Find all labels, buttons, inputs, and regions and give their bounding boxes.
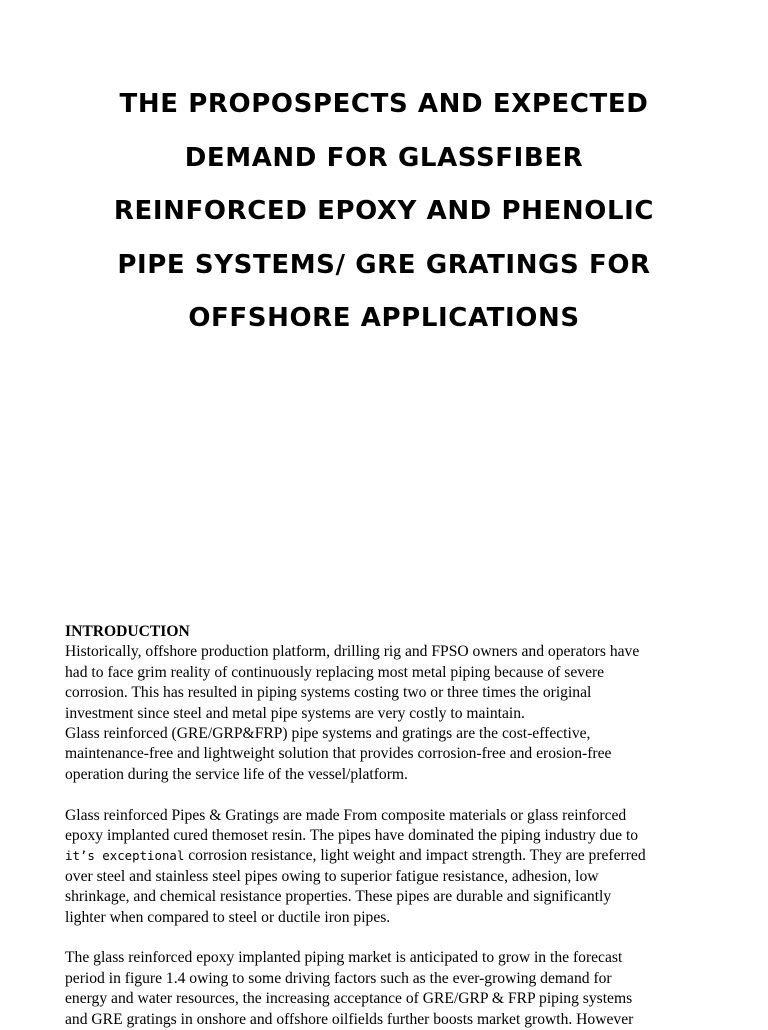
title-line: OFFSHORE APPLICATIONS [188,303,580,333]
paragraph-market [65,948,725,1030]
title-line: THE PROPOSPECTS AND EXPECTED [119,89,649,119]
paragraph-line: maintenance-free and lightweight solution that provides corrosion-free and erosion-free [65,745,612,763]
paragraph-materials [65,806,725,928]
paragraph-line: epoxy implanted cured themoset resin. The pipes have dominated the piping industry due to [65,827,639,845]
document-title [40,78,728,346]
paragraph-line: corrosion. This has resulted in piping systems costing two or three times the original [65,684,592,702]
paragraph-line [65,846,725,866]
paragraph-line: period in figure 1.4 owing to some driving factors such as the ever-growing demand for [65,969,612,987]
paragraph-line: energy and water resources, the increasing acceptance of GRE/GRP & FRP piping systems [65,990,633,1008]
paragraph-line: shrinkage, and chemical resistance properties. These pipes are durable and significantly [65,888,612,906]
title-line: REINFORCED EPOXY AND PHENOLIC [113,196,655,226]
paragraph-line: investment since steel and metal pipe systems are very costly to maintain. [65,704,525,722]
inline-fragment: it’s exceptional [65,848,185,864]
paragraph-line: operation during the service life of the vessel/platform. [65,765,408,783]
paragraph-line: lighter when compared to steel or ductile iron pipes. [65,908,391,926]
paragraph-line: and GRE gratings in onshore and offshore oilfields further boosts market growth. However [65,1010,634,1028]
paragraph-line: Glass reinforced (GRE/GRP&FRP) pipe systems and gratings are the cost-effective, [65,725,591,743]
section-heading: INTRODUCTION [65,623,190,640]
paragraph-line: over steel and stainless steel pipes owing to superior fatigue resistance, adhesion, low [65,867,599,885]
paragraph-line: had to face grim reality of continuously replacing most metal piping because of severe [65,663,605,681]
paragraph-line: The glass reinforced epoxy implanted piping market is anticipated to grow in the forecast [65,949,623,967]
title-line: PIPE SYSTEMS/ GRE GRATINGS FOR [117,249,651,280]
inline-fragment: corrosion resistance, light weight and impact strength. They are preferred [184,847,646,865]
document-body [65,622,725,1030]
title-line: DEMAND FOR GLASSFIBER [184,142,584,173]
paragraph-gap [65,928,725,948]
paragraph-history [65,642,725,724]
paragraph-gap [65,785,725,805]
paragraph-line: Glass reinforced Pipes & Gratings are made From composite materials or glass reinforced [65,806,627,824]
paragraph-line: Historically, offshore production platform, drilling rig and FPSO owners and operators have [65,643,640,661]
paragraph-solution [65,724,725,785]
